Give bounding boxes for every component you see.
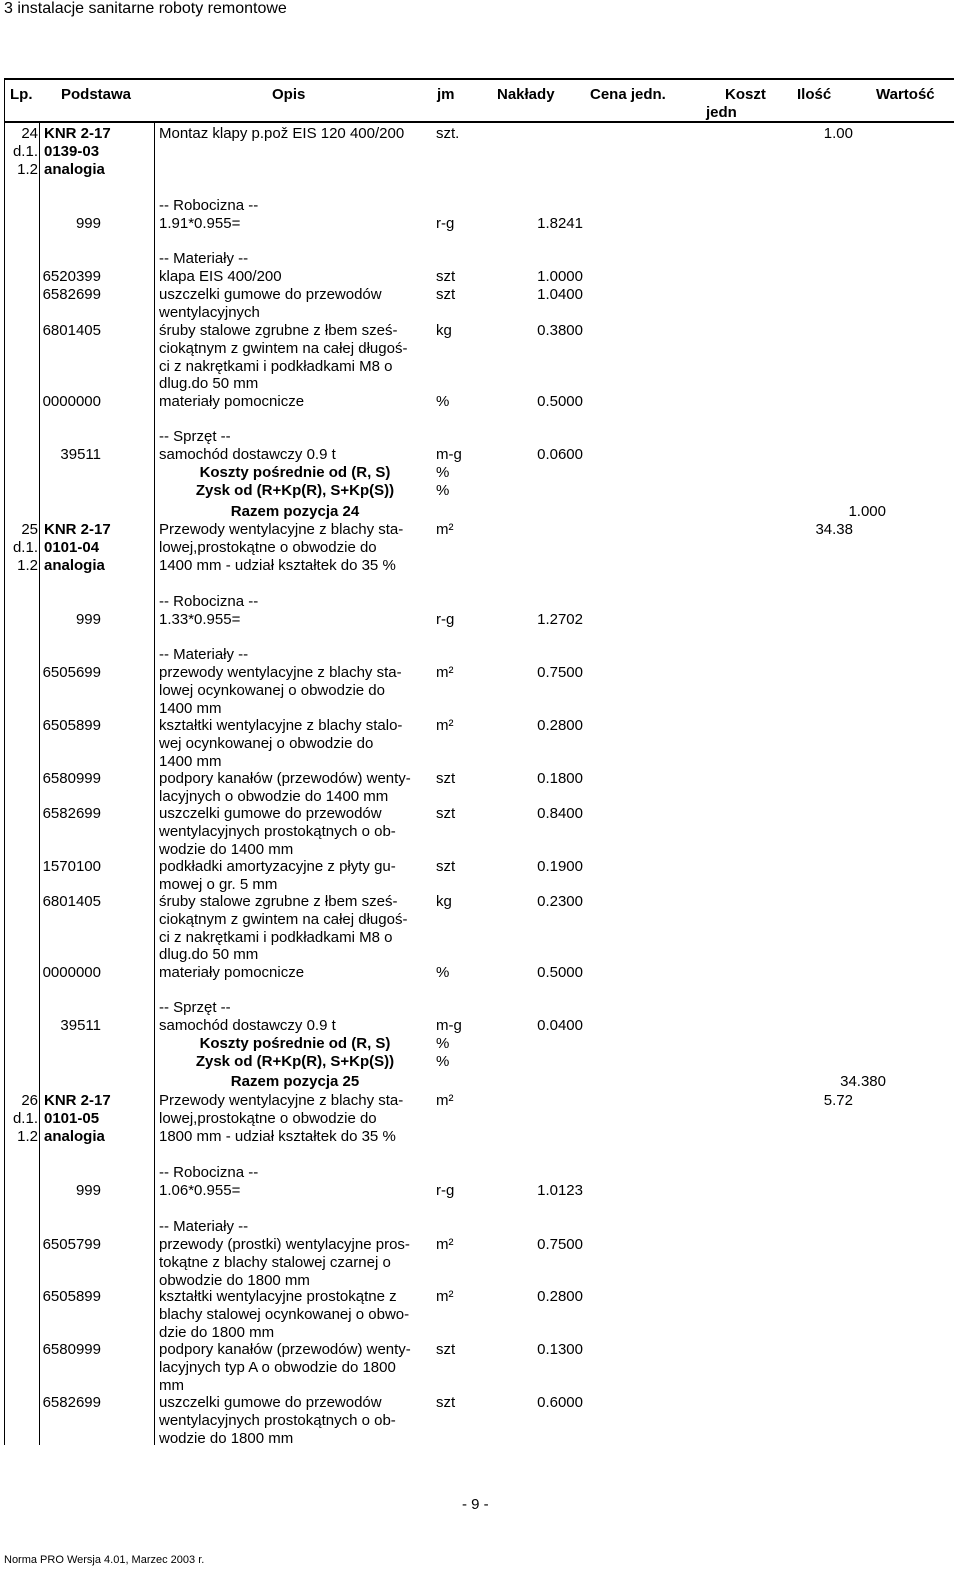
col-koszt-jedn: jedn [706, 104, 737, 121]
quantity-value: 1.00 [823, 125, 853, 142]
col-naklady: Nakłady [497, 86, 555, 103]
description-line: 1.06*0.955= [159, 1182, 241, 1199]
position-basis: KNR 2-17 [44, 125, 111, 142]
col-opis: Opis [272, 86, 306, 103]
unit: kg [436, 322, 452, 339]
resource-code: 6520399 [42, 268, 101, 285]
description-line: wodzie do 1800 mm [159, 1429, 294, 1447]
description-line: wentylacyjnych prostokątnych o ob- [159, 822, 396, 840]
description-line: Przewody wentylacyjne z blachy sta- [159, 521, 404, 538]
description-line: dzie do 1800 mm [159, 1323, 275, 1341]
expenditure-value: 0.1300 [537, 1341, 583, 1358]
summary-label: Zysk od (R+Kp(R), S+Kp(S)) [195, 1053, 395, 1070]
description-line: śruby stalowe zgrubne z łbem sześ- [159, 322, 398, 339]
unit: kg [436, 893, 452, 910]
unit: % [436, 964, 450, 981]
description-line: lowej ocynkowanej o obwodzie do [159, 681, 385, 699]
unit: m² [436, 1288, 454, 1305]
expenditure-value: 0.0400 [537, 1017, 583, 1034]
page-header: 3 instalacje sanitarne roboty remontowe [4, 0, 287, 17]
page-number: - 9 - [462, 1496, 489, 1513]
unit: m² [436, 717, 454, 734]
resource-code: 6582699 [42, 805, 101, 822]
expenditure-value: 1.0123 [537, 1182, 583, 1199]
description-line: lowej,prostokątne o obwodzie do [159, 538, 377, 556]
description-line: tokątne z blachy stalowej czarnej o [159, 1253, 391, 1271]
resource-code: 6582699 [42, 1394, 101, 1411]
position-number: 25 [21, 521, 38, 538]
unit: % [436, 464, 450, 481]
resource-code: 999 [75, 215, 101, 232]
expenditure-value: 1.8241 [537, 215, 583, 232]
resource-code: 6505799 [42, 1236, 101, 1253]
position-number: 24 [21, 125, 38, 142]
summary-label: Koszty pośrednie od (R, S) [199, 1035, 391, 1052]
resource-code: 6505899 [42, 717, 101, 734]
description-line: 1400 mm [159, 752, 222, 770]
position-basis: analogia [44, 1127, 105, 1145]
description-line: 1400 mm [159, 699, 222, 717]
unit: szt [436, 1341, 456, 1358]
description-line: uszczelki gumowe do przewodów [159, 286, 382, 303]
col-ilosc: Ilość [797, 86, 832, 103]
description-line: wentylacyjnych [159, 303, 260, 321]
expenditure-value: 0.6000 [537, 1394, 583, 1411]
position-number: d.1. [12, 1109, 38, 1127]
position-basis: 0101-05 [44, 1109, 100, 1127]
description-line: 1800 mm - udział kształtek do 35 % [159, 1127, 396, 1145]
resource-code: 0000000 [42, 393, 101, 410]
expenditure-value: 0.8400 [537, 805, 583, 822]
description-line: blachy stalowej ocynkowanej o obwo- [159, 1305, 410, 1323]
description-line: kształtki wentylacyjne z blachy stalo- [159, 717, 403, 734]
description-line: samochód dostawczy 0.9 t [159, 446, 336, 463]
lp-column-divider [39, 121, 40, 1445]
resource-code: 39511 [60, 446, 101, 463]
unit: m² [436, 1236, 454, 1253]
unit: szt. [436, 125, 460, 142]
unit: szt [436, 1394, 456, 1411]
description-line: uszczelki gumowe do przewodów [159, 1394, 382, 1411]
section-label: -- Robocizna -- [159, 593, 259, 610]
unit: szt [436, 286, 456, 303]
unit: szt [436, 770, 456, 787]
unit: % [436, 1035, 450, 1052]
unit: m² [436, 1092, 454, 1109]
position-number: d.1. [12, 538, 38, 556]
description-line: ci z nakrętkami i podkładkami M8 o [159, 928, 393, 946]
description-line: lacyjnych o obwodzie do 1400 mm [159, 787, 389, 805]
position-number: 1.2 [17, 160, 38, 178]
description-line: lacyjnych typ A o obwodzie do 1800 [159, 1358, 396, 1376]
description-line: uszczelki gumowe do przewodów [159, 805, 382, 822]
position-number: 1.2 [17, 556, 38, 574]
position-number: 26 [21, 1092, 38, 1109]
position-total-label: Razem pozycja 25 [230, 1073, 360, 1090]
quantity-value: 34.38 [815, 521, 853, 538]
unit: szt [436, 268, 456, 285]
description-line: podpory kanałów (przewodów) wenty- [159, 770, 411, 787]
description-line: wodzie do 1400 mm [159, 840, 294, 858]
unit: m² [436, 664, 454, 681]
description-line: ciokątnym z gwintem na całej długoś- [159, 339, 408, 357]
unit: szt [436, 858, 456, 875]
resource-code: 999 [75, 1182, 101, 1199]
position-basis: KNR 2-17 [44, 1092, 111, 1109]
col-cena: Cena jedn. [590, 86, 666, 103]
header-top-rule [4, 78, 954, 80]
unit: m² [436, 521, 454, 538]
resource-code: 39511 [60, 1017, 101, 1034]
expenditure-value: 1.2702 [537, 611, 583, 628]
header-bottom-rule [4, 121, 954, 123]
section-label: -- Materiały -- [159, 250, 249, 267]
description-line: podpory kanałów (przewodów) wenty- [159, 1341, 411, 1358]
position-basis: 0101-04 [44, 538, 100, 556]
resource-code: 999 [75, 611, 101, 628]
unit: m-g [436, 446, 462, 463]
expenditure-value: 0.7500 [537, 1236, 583, 1253]
expenditure-value: 0.1800 [537, 770, 583, 787]
description-line: 1400 mm - udział kształtek do 35 % [159, 556, 396, 574]
position-basis: 0139-03 [44, 142, 100, 160]
description-line: 1.91*0.955= [159, 215, 241, 232]
expenditure-value: 0.2300 [537, 893, 583, 910]
footer-software-version: Norma PRO Wersja 4.01, Marzec 2003 r. [4, 1554, 205, 1566]
description-line: obwodzie do 1800 mm [159, 1271, 310, 1289]
expenditure-value: 0.2800 [537, 1288, 583, 1305]
description-line: śruby stalowe zgrubne z łbem sześ- [159, 893, 398, 910]
description-line: przewody (prostki) wentylacyjne pros- [159, 1236, 410, 1253]
description-line: dlug.do 50 mm [159, 946, 259, 964]
description-line: ciokątnym z gwintem na całej długoś- [159, 910, 408, 928]
description-line: materiały pomocnicze [159, 393, 305, 410]
col-lp: Lp. [10, 86, 33, 103]
podstawa-column-divider [154, 121, 155, 1445]
section-label: -- Sprzęt -- [159, 999, 231, 1016]
resource-code: 1570100 [42, 858, 101, 875]
description-line: przewody wentylacyjne z blachy sta- [159, 664, 402, 681]
summary-label: Zysk od (R+Kp(R), S+Kp(S)) [195, 482, 395, 499]
description-line: 1.33*0.955= [159, 611, 241, 628]
summary-label: Koszty pośrednie od (R, S) [199, 464, 391, 481]
unit: % [436, 1053, 450, 1070]
resource-code: 6505899 [42, 1288, 101, 1305]
expenditure-value: 1.0400 [537, 286, 583, 303]
unit: r-g [436, 611, 455, 628]
expenditure-value: 0.5000 [537, 393, 583, 410]
resource-code: 6580999 [42, 1341, 101, 1358]
col-wartosc: Wartość [876, 86, 935, 103]
table-left-border [4, 78, 5, 1445]
resource-code: 6580999 [42, 770, 101, 787]
section-label: -- Robocizna -- [159, 1164, 259, 1181]
col-podstawa: Podstawa [61, 86, 132, 103]
position-number: 1.2 [17, 1127, 38, 1145]
resource-code: 6801405 [42, 322, 101, 339]
description-line: podkładki amortyzacyjne z płyty gu- [159, 858, 396, 875]
section-label: -- Robocizna -- [159, 197, 259, 214]
expenditure-value: 0.7500 [537, 664, 583, 681]
expenditure-value: 0.0600 [537, 446, 583, 463]
description-line: dlug.do 50 mm [159, 375, 259, 393]
unit: r-g [436, 215, 455, 232]
description-line: wentylacyjnych prostokątnych o ob- [159, 1411, 396, 1429]
expenditure-value: 1.0000 [537, 268, 583, 285]
section-label: -- Sprzęt -- [159, 428, 231, 445]
description-line: mm [159, 1376, 184, 1394]
section-label: -- Materiały -- [159, 1218, 249, 1235]
description-line: Przewody wentylacyjne z blachy sta- [159, 1092, 404, 1109]
resource-code: 0000000 [42, 964, 101, 981]
description-line: kształtki wentylacyjne prostokątne z [159, 1288, 397, 1305]
resource-code: 6582699 [42, 286, 101, 303]
description-line: materiały pomocnicze [159, 964, 305, 981]
expenditure-value: 0.2800 [537, 717, 583, 734]
resource-code: 6505699 [42, 664, 101, 681]
expenditure-value: 0.5000 [537, 964, 583, 981]
unit: % [436, 482, 450, 499]
position-total-value: 34.380 [840, 1073, 886, 1090]
quantity-value: 5.72 [823, 1092, 853, 1109]
position-number: d.1. [12, 142, 38, 160]
position-basis: analogia [44, 556, 105, 574]
description-line: Montaz klapy p.pož EIS 120 400/200 [159, 125, 405, 142]
unit: % [436, 393, 450, 410]
unit: r-g [436, 1182, 455, 1199]
expenditure-value: 0.1900 [537, 858, 583, 875]
resource-code: 6801405 [42, 893, 101, 910]
unit: szt [436, 805, 456, 822]
description-line: wej ocynkowanej o obwodzie do [159, 734, 374, 752]
unit: m-g [436, 1017, 462, 1034]
position-total-value: 1.000 [848, 503, 886, 520]
description-line: mowej o gr. 5 mm [159, 875, 278, 893]
section-label: -- Materiały -- [159, 646, 249, 663]
description-line: samochód dostawczy 0.9 t [159, 1017, 336, 1034]
col-jm: jm [437, 86, 455, 103]
position-basis: KNR 2-17 [44, 521, 111, 538]
description-line: ci z nakrętkami i podkładkami M8 o [159, 357, 393, 375]
col-koszt: Koszt [725, 86, 766, 103]
expenditure-value: 0.3800 [537, 322, 583, 339]
description-line: klapa EIS 400/200 [159, 268, 282, 285]
description-line: lowej,prostokątne o obwodzie do [159, 1109, 377, 1127]
position-total-label: Razem pozycja 24 [230, 503, 360, 520]
position-basis: analogia [44, 160, 105, 178]
